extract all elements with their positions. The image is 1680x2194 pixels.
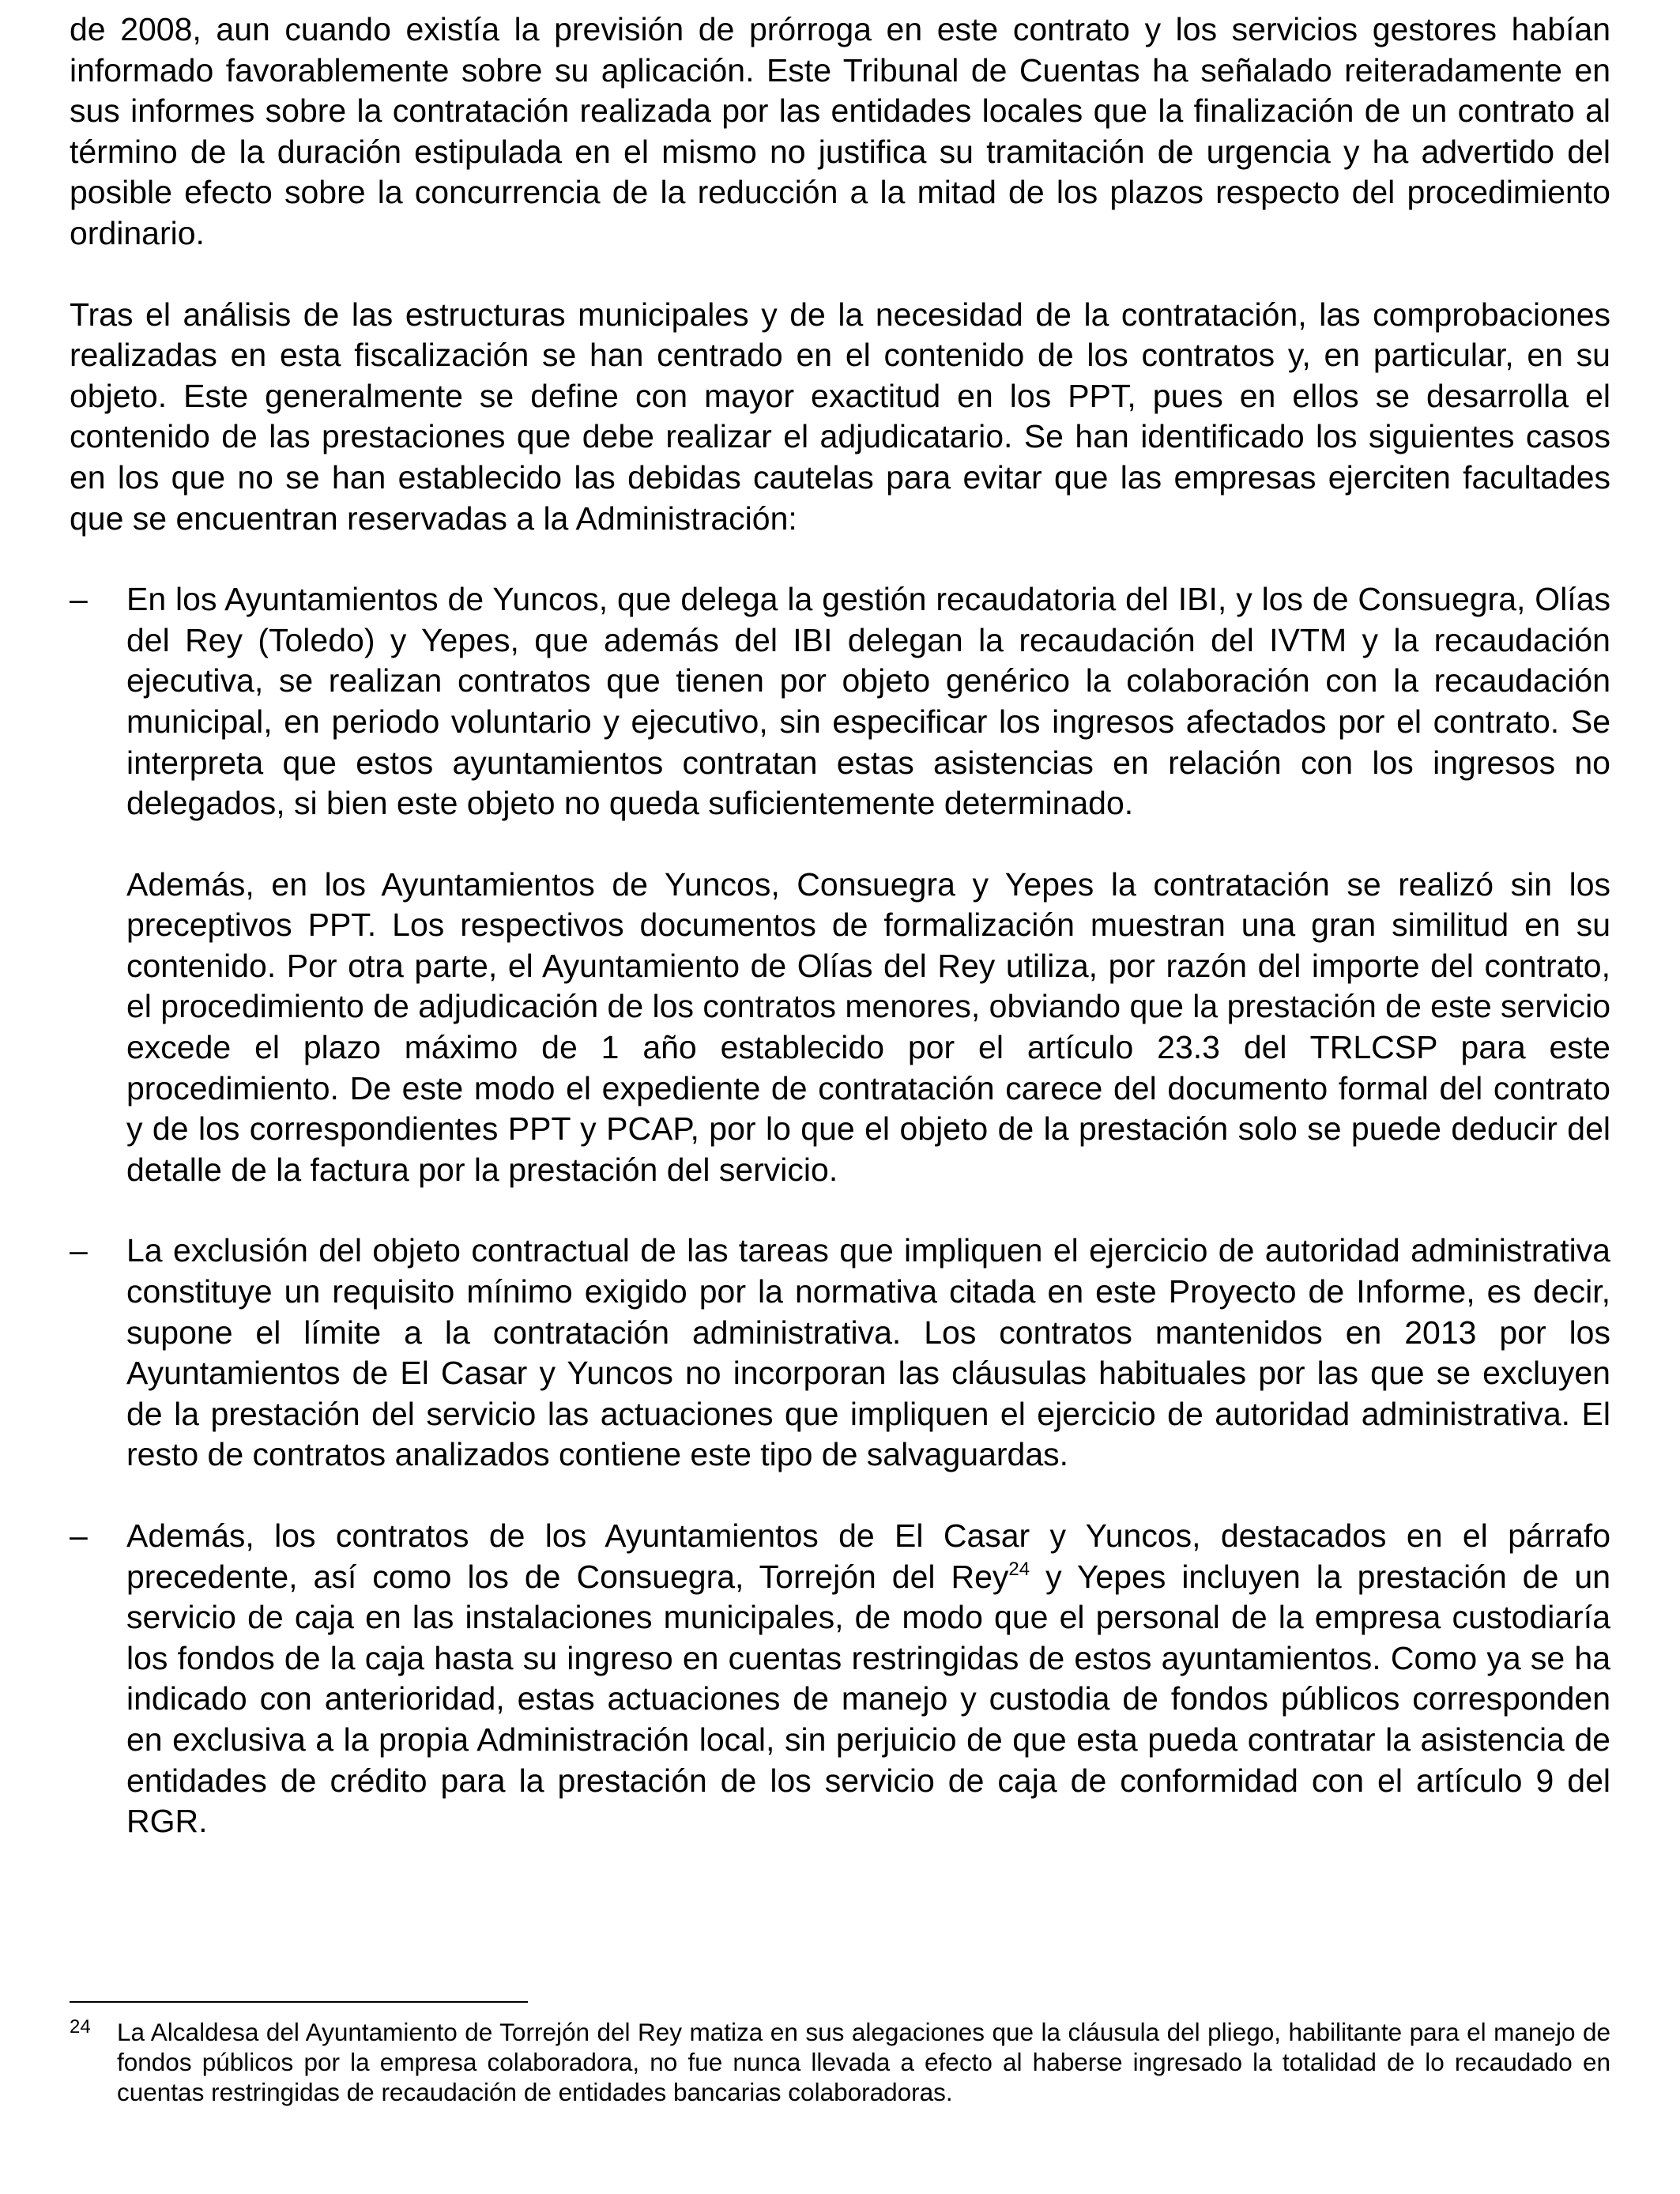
list-item-paragraph: En los Ayuntamientos de Yuncos, que delega la gestión recaudatoria del IBI, y los de Consuegra, Olías del Rey (Toledo) y Yepes, que además del IBI delegan la recaudación del IVTM y la recaudación ejecutiva, se realizan contratos que tienen por objeto genérico la colaboración con la recaudación municipal, en periodo voluntario y ejecutivo, sin especificar los ingresos afectados por el contrato. Se interpreta que estos ayuntamientos contratan estas asistencias en relación con los ingresos no delegados, si bien este objeto no queda suficientemente determinado. (126, 581, 1610, 822)
footnote (70, 2017, 1610, 2107)
list-item-paragraph (126, 1516, 1610, 1842)
document-page (70, 9, 1610, 1883)
list-item (70, 1231, 1610, 1476)
list-bullet: – (70, 1232, 88, 1269)
list-item-paragraph: Además, en los Ayuntamientos de Yuncos, Consuegra y Yepes la contratación se realizó sin los preceptivos PPT. Los respectivos documentos de formalización muestran una gran similitud en su contenido. Por otra parte, el Ayuntamiento de Olías del Rey utiliza, por razón del importe del contrato, el procedimiento de adjudicación de los contratos menores, obviando que la prestación de este servicio excede el plazo máximo de 1 año establecido por el artículo 23.3 del TRLCSP para este procedimiento. De este modo el expediente de contratación carece del documento formal del contrato y de los correspondientes PPT y PCAP, por lo que el objeto de la prestación solo se puede deducir del detalle de la factura por la prestación del servicio. (126, 865, 1611, 1188)
list-item-text: y Yepes incluyen la prestación de un servicio de caja en las instalaciones municipales, de modo que el personal de la empresa custodiaría los fondos de la caja hasta su ingreso en cuentas restringidas de estos ayuntamientos. Como ya se ha indicado con anterioridad, estas actuaciones de manejo y custodia de fondos públicos corresponden en exclusiva a la propia Administración local, sin perjuicio de que esta pueda contratar la asistencia de entidades de crédito para la prestación de los servicio de caja de conformidad con el artículo 9 del RGR. (126, 1558, 1610, 1840)
list-item (70, 579, 1610, 1190)
body-paragraph: de 2008, aun cuando existía la previsión de prórroga en este contrato y los servicios gestores habían informado favorablemente sobre su aplicación. Este Tribunal de Cuentas ha señalado reiteradamente en sus informes sobre la contratación realizada por las entidades locales que la finalización de un contrato al término de la duración estipulada en el mismo no justifica su tramitación de urgencia y ha advertido del posible efecto sobre la concurrencia de la reducción a la mitad de los plazos respecto del procedimiento ordinario. (70, 11, 1610, 251)
list-item-text: Además, los contratos de los Ayuntamientos de El Casar y Yuncos, destacados en el párrafo precedente, así como los de Consuegra, Torrejón del Rey (126, 1517, 1610, 1595)
list-item (70, 1516, 1610, 1842)
footnote-separator (70, 2001, 528, 2003)
footnote-number: 24 (70, 2016, 91, 2038)
footnote-reference[interactable]: 24 (1008, 1558, 1030, 1580)
footnote-text: La Alcaldesa del Ayuntamiento de Torrejón del Rey matiza en sus alegaciones que la cláusula del pliego, habilitante para el manejo de fondos públicos por la empresa colaboradora, no fue nunca llevada a efecto al haberse ingresado la totalidad de lo recaudado en cuentas restringidas de recaudación de entidades bancarias colaboradoras. (117, 2018, 1610, 2106)
list-item-paragraph: La exclusión del objeto contractual de las tareas que impliquen el ejercicio de autoridad administrativa constituye un requisito mínimo exigido por la normativa citada en este Proyecto de Informe, es decir, supone el límite a la contratación administrativa. Los contratos mantenidos en 2013 por los Ayuntamientos de El Casar y Yuncos no incorporan las cláusulas habituales por las que se excluyen de la prestación del servicio las actuaciones que impliquen el ejercicio de autoridad administrativa. El resto de contratos analizados contiene este tipo de salvaguardas. (126, 1232, 1610, 1473)
list-bullet: – (70, 581, 88, 618)
body-paragraph: Tras el análisis de las estructuras municipales y de la necesidad de la contratación, las comprobaciones realizadas en esta fiscalización se han centrado en el contenido de los contratos y, en particular, en su objeto. Este generalmente se define con mayor exactitud en los PPT, pues en ellos se desarrolla el contenido de las prestaciones que debe realizar el adjudicatario. Se han identificado los siguientes casos en los que no se han establecido las debidas cautelas para evitar que las empresas ejerciten facultades que se encuentran reservadas a la Administración: (70, 296, 1610, 537)
list-bullet: – (70, 1517, 88, 1554)
